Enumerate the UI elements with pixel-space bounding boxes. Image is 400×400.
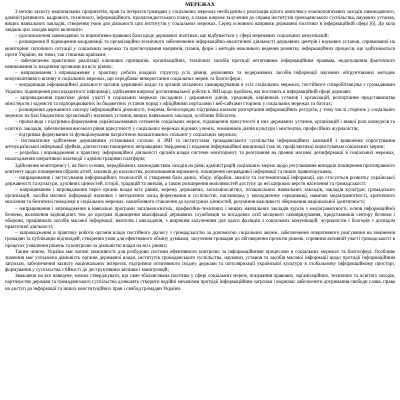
paragraph: – забезпечення практичної реалізації ключових принципів, організаційних, технічних засобів протидії негативним інформаційним проявам, недопущення фактичного невиконання їх владними органами на всіх рівнях; [5, 58, 395, 70]
paragraph: – запровадження практики дієвої участі в соціальних мережах посадових і державних діячів, урядовців, керівників установ і організацій, розгортання представництва міністерств і відомств та підпорядкованих їм бюджетних установ поряд з офіційними порталами і веб-сайтами сторінок у соціальних мережах та блогах; [5, 95, 395, 107]
paragraph: – розширення й підвищення координації та організаційно-технічного забезпечення інформаційно-аналітичної діяльності державних центрів і наукових установ, спрямованої на моніторинг поточного ситуації у соціальних мережах та прогнозування напрямів, планів, форм і методів можливого ведення розвитку інформаційних процесів, що здійснюються проти України, як тими, так і іншими країнами; [5, 40, 395, 58]
paragraph: – напрацювання і застосування інформаційних технологій зі створення бази даних, збору, обробки, аналізу та систематизації інформації, що стосується розвитку української державності та культури, духовних цінностей, історії, традицій та звичаїв, а також розширення можливостей доступу до неї широких верств населення та громадськості; [5, 175, 395, 187]
paragraph: – систематичне здійснення державними установами спільно зі ЗМІ та інститутами громадянського суспільства інформаційних кампаній з виявлення спростування антиукраїнської інформації (фейків, діагностики поширених неправдивих тверджень) і надання інформаційної вакцинації (так зв. профілактика) користувачам соціальних мереж; [5, 138, 395, 151]
document-body [5, 10, 395, 293]
paragraph: – напрацювання і впровадження у практику роботи владних структур усіх рівнів, державних та недержавних засобів інформації наукових обґрунтованих методик комунікативного впливу в соціальних мережах, що передбачає використання соціальних мереж та блогосфери; [5, 71, 395, 83]
section-heading: МЕРЕЖАХ [185, 2, 215, 8]
paragraph: – координація інформаційної діяльності органів державної влади та органів місцевого самоврядування в усіх соціальних мережах, постійного співробітництва з громадянами України, підвищення ролі відкритості інформації, здійснення широкої роз'яснювальної роботи в ЗМІ щодо проблем, які постають в інформаційній сфері держави; [5, 83, 395, 95]
paragraph: – пропаганда і підтримка формування українськомовних сегментів соціальних мереж, підвищення присутності в них державних установ, організацій і вищої ролі конкурсів та освітніх закладів, забезпечення високого рівня присутності у соціальних мережах відомих учених, чиновників діячів культури і мистецтва, професійних журналістів; [5, 120, 395, 132]
paragraph: – розробка і впровадження в практику інформаційної діяльності органів влади системи моніторингу та реагування на прояви масової дезінформації в соціальних мережах, налагодження оперативної взаємодії з адміністраціями платформ; [5, 151, 395, 163]
paragraph: Таким чином, Україна має вагомі можливості для розбудови системи ефективного контролю за інформаційними процесами в соціальних мережах та блогосфері. Особливе значення має узгоджена діяльність органів державної влади, інститутів громадянського суспільства, наукових установ та засобів масової інформації щодо протидії інформаційним загрозам, забезпечення захисту національних інтересів, підтримки позитивного іміджу держави та популяризації української культури в глобальному інформаційному просторі, формування у суспільства стійкості до деструктивних впливів і маніпуляцій; [5, 249, 395, 274]
paragraph: Здійснення моніторингу і, як його основи, передбачених законодавством заходів на рівні адміністрацій соціальних мереж щодо регулювання випадків поширення протиправного контенту щодо поширення образів дітей, закликів до насильства, розпалювання ворожнечі, поширення неправдивої інформації та інших правопорушень; [5, 163, 395, 175]
paragraph: – підтримка формування та функціонування патріотично налаштованих спільнот у соціальних мережах; [15, 132, 238, 138]
paragraph: З метою захисту національних пріоритетів, прав та інтересів громадян у соціальних мережах необхідним є реалізація цілого комплексу взаємопов'язаних заходів законодавчого, адміністративного, кадрового, технічного, інформаційного, пропагандистського плану, а також широке залучення до справи інститутів громадянського суспільства, наукових установ, вищих навчальних закладів, створення умов для діяльності цих інститутів у соціальних мережах. Серед основних напрямів державної політики в інформаційній сфері [6]. До кола завдань цих заходів варто включити: [5, 9, 395, 34]
paragraph: – запровадження в практику роботи органів влади постійного діалогу з громадськістю за допомогою соціальних мереж, забезпечення оперативного реагування на звернення громадян та публікацію відповідей, створення умов для ефективного обміну думками, залучення громадян до обговорення проєктів рішень, сприяння активній участі громадськості в процесах ухвалення рішень та контролю за діяльністю влади на всіх рівнях; [5, 231, 395, 249]
paragraph: – напрацювання і впровадження в навчальні програми загальноосвітніх, професійно-технічних і вищих навчальних закладів курсів з медіаграмотності, основ інформаційної безпеки, включення відповідних тем до програм підвищення кваліфікації державних службовців та посадових осіб місцевого самоврядування, представників сектору безпеки і оборони, працівників засобів масової інформації, вчителів і викладачів, з широким залученням для цього фахівців з соціальних комунікацій, журналістів і блогерів з досвідом практичної діяльності; [5, 206, 395, 231]
paragraph: Зважаючи на все наведене, можна стверджувати, що саме збалансована політика у сфері соціальних мереж, поєднання правових, організаційних, технічних та освітніх заходів, партнерство держави та громадянського суспільства дозволять створити надійні механізми протидії інформаційним загрозам і водночас забезпечити дотримання свободи слова, права на доступ до інформації та інших конституційних прав і свобод громадян України. [5, 274, 395, 292]
paragraph: – напрацювання і впровадження через органи влади всіх рівнів, мережу державних, загальноосвітніх, позашкільних навчальних закладів, закладів культури, громадських організацій, засобів масової інформації наукових і методичних засад формування в суспільстві, насамперед у молодіжному середовищі, навичок медіаграмотності, критичного мислення та безпечної поведінки в соціальних мережах, шанобливого ставлення до культурних цінностей, розуміння важливості збереження національної ідентичності; [5, 188, 395, 206]
paragraph: – розширення державного сектору інформаційної діяльності, зокрема, безпосереднє підтримка шляхом розгортання інформаційних ресурсів, у тому числі сторінок у соціальних мережах на базі бюджетних організацій і наукових установ, вищих навчальних закладів, особливо бібліотек; [5, 108, 395, 120]
paragraph: – удосконалення законодавчої та нормативно-правової бази щодо державної політики, що відбувається у сфері мережевих соціальних комунікацій; [15, 34, 329, 40]
